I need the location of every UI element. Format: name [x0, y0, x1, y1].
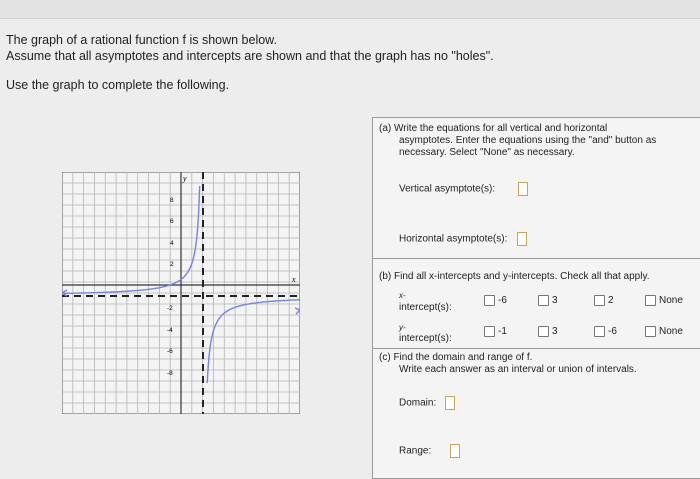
divider: [373, 258, 700, 259]
instruction: Use the graph to complete the following.: [6, 78, 230, 92]
checkbox[interactable]: [594, 326, 605, 337]
vertical-asymptote-label: Vertical asymptote(s):: [399, 183, 496, 195]
checkbox[interactable]: [538, 295, 549, 306]
checkbox[interactable]: [484, 326, 495, 337]
graph-svg: [62, 172, 300, 414]
y-axis-label: y: [183, 174, 187, 183]
rational-function-graph: [62, 172, 300, 414]
y-option-neg1[interactable]: [484, 326, 507, 338]
part-a-prompt: [379, 123, 697, 159]
y-intercept-label: intercept(s):: [399, 333, 452, 344]
x-option-label: 3: [552, 295, 558, 307]
part-a-line-1: (a) Write the equations for all vertical and horizontal: [379, 123, 608, 134]
part-c-line-2: Write each answer as an interval or union of intervals.: [399, 364, 637, 375]
checkbox[interactable]: [538, 326, 549, 337]
divider: [373, 348, 700, 349]
x-intercept-label-top: x-: [399, 291, 406, 300]
y-tick-label: 4: [170, 240, 174, 247]
intro-line-1: The graph of a rational function f is shown below.: [6, 33, 277, 47]
y-tick-label: 8: [170, 197, 174, 204]
y-tick-label: -6: [167, 348, 173, 355]
range-row: [399, 444, 460, 458]
y-option-label: None: [659, 326, 683, 338]
y-option-label: -6: [608, 326, 617, 338]
answer-panel: [372, 117, 700, 479]
x-option-2[interactable]: [594, 295, 614, 307]
y-intercept-label-top: y-: [399, 323, 406, 332]
x-axis-label: x: [292, 275, 296, 284]
range-label: Range:: [399, 445, 432, 457]
checkbox[interactable]: [484, 295, 495, 306]
y-option-label: 3: [552, 326, 558, 338]
horizontal-asymptote-label: Horizontal asymptote(s):: [399, 233, 508, 245]
y-option-3[interactable]: [538, 326, 558, 338]
checkbox[interactable]: [645, 295, 656, 306]
x-option-none[interactable]: [645, 295, 683, 307]
part-c-line-1: (c) Find the domain and range of f.: [379, 352, 533, 363]
x-option-neg6[interactable]: [484, 295, 507, 307]
y-option-neg6[interactable]: [594, 326, 617, 338]
horizontal-asymptote-input[interactable]: [517, 232, 527, 246]
checkbox[interactable]: [594, 295, 605, 306]
y-tick-label: 6: [170, 218, 174, 225]
y-option-label: -1: [498, 326, 507, 338]
y-tick-label: -8: [167, 370, 173, 377]
vertical-asymptote-row: [399, 182, 528, 196]
range-input[interactable]: [450, 444, 460, 458]
domain-label: Domain:: [399, 397, 437, 409]
y-option-none[interactable]: [645, 326, 683, 338]
y-tick-label: 2: [170, 261, 174, 268]
vertical-asymptote-input[interactable]: [518, 182, 528, 196]
checkbox[interactable]: [645, 326, 656, 337]
x-intercept-label: intercept(s):: [399, 302, 452, 313]
y-tick-label: -4: [167, 327, 173, 334]
x-option-3[interactable]: [538, 295, 558, 307]
x-option-label: -6: [498, 295, 507, 307]
part-b-prompt: (b) Find all x-intercepts and y-intercepts. Check all that apply.: [379, 271, 650, 282]
problem-statement: [6, 32, 494, 64]
part-a-line-3: necessary. Select "None" as necessary.: [399, 147, 575, 158]
y-tick-label: -2: [167, 305, 173, 312]
x-option-label: None: [659, 295, 683, 307]
intro-line-2: Assume that all asymptotes and intercepts are shown and that the graph has no "holes".: [6, 49, 494, 63]
x-option-label: 2: [608, 295, 614, 307]
domain-row: [399, 396, 455, 410]
part-a-line-2: asymptotes. Enter the equations using the "and" button as: [399, 135, 657, 146]
top-bar: [0, 0, 700, 19]
horizontal-asymptote-row: [399, 232, 527, 246]
part-c-prompt: [379, 352, 697, 376]
domain-input[interactable]: [445, 396, 455, 410]
